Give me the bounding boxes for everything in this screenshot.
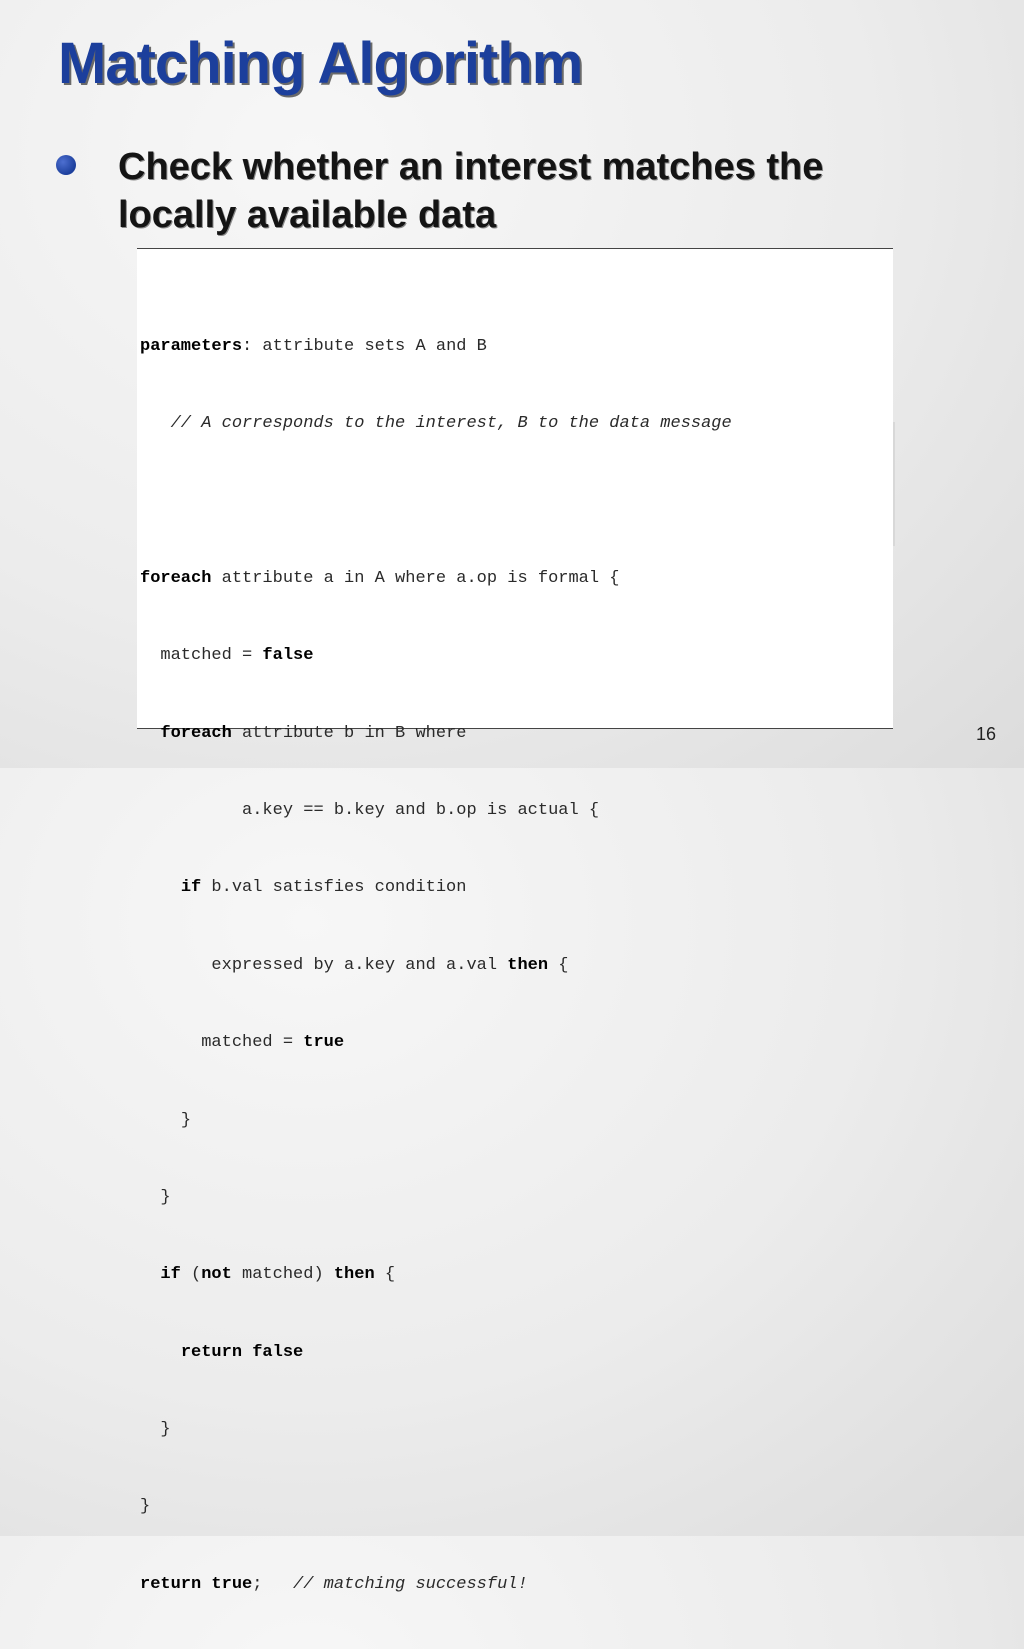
code-line [140,1185,732,1211]
code-line [140,721,732,747]
code-comment: // A corresponds to the interest, B to the data message [170,413,732,433]
code-block [140,282,732,1649]
code-text: { [548,955,569,975]
code-line [140,488,732,514]
code-line [140,1572,732,1598]
code-keyword: parameters [140,336,243,356]
bullet-text [118,143,918,239]
code-keyword: then [507,955,549,975]
code-keyword: then [333,1265,375,1285]
bullet-line-1: Check whether an interest matches the [118,146,824,188]
code-text: { [374,1265,396,1285]
code-text: } [160,1420,171,1440]
code-line [140,1030,732,1056]
code-keyword: return false [180,1342,304,1362]
code-text: matched = [140,646,263,666]
code-text: } [140,1497,151,1517]
code-line [140,1417,732,1443]
panel-edge-divider [893,422,895,546]
code-text: a.key == b.key and b.op is actual { [242,800,600,820]
code-text: ( [180,1265,202,1285]
code-line [140,953,732,979]
code-line [140,875,732,901]
code-text: : attribute sets A and B [242,336,487,356]
code-keyword: foreach [140,568,212,588]
code-text: attribute b in B where [231,723,467,743]
slide-title: Matching Algorithm [58,31,583,96]
code-text: } [180,1110,192,1130]
code-panel [137,248,893,1594]
code-keyword: if [160,1265,181,1285]
code-text: attribute a in A where a.op is formal { [211,568,620,588]
code-keyword: true [303,1033,345,1053]
code-line [140,798,732,824]
code-line [140,334,732,360]
code-keyword: not [201,1265,232,1285]
code-line [140,411,732,437]
code-line [140,1108,732,1134]
code-keyword: foreach [160,723,232,743]
code-text: matched = [201,1033,304,1053]
code-keyword: if [180,878,202,898]
code-line [140,643,732,669]
bullet-dot-icon [56,155,76,175]
code-text: matched) [231,1265,334,1285]
code-line [140,1494,732,1520]
code-text: } [160,1187,171,1207]
bullet-line-2: locally available data [118,194,497,236]
code-text: b.val satisfies condition [201,878,467,898]
code-text: expressed by a.key and a.val [211,955,508,975]
code-line [140,566,732,592]
code-keyword: false [262,646,314,666]
code-line [140,1340,732,1366]
page-number: 16 [975,724,996,744]
code-comment: // matching successful! [293,1574,528,1594]
code-keyword: return true [140,1574,253,1594]
code-text: ; [252,1574,263,1594]
code-line [140,1262,732,1288]
